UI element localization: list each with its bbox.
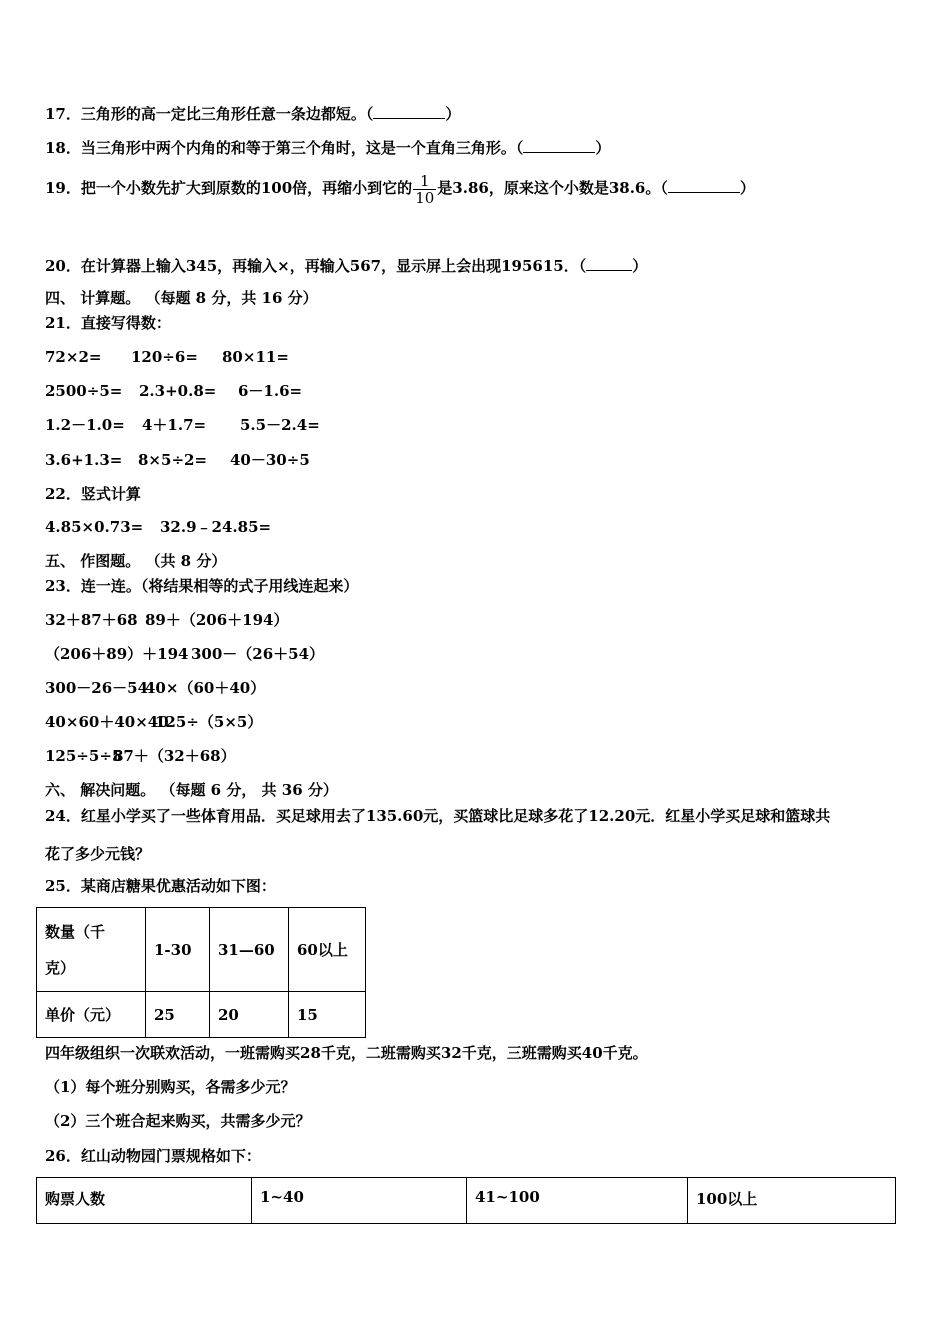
calc-item: 2500÷5= [45, 382, 123, 400]
question-20: 20．在计算器上输入345，再输入×，再输入567，显示屏上会出现195615．（ ） [45, 254, 647, 276]
calc-item: 4＋1.7= [142, 416, 207, 434]
question-17: 17．三角形的高一定比三角形任意一条边都短。（ ） [45, 102, 460, 124]
question-19: 19．把一个小数先扩大到原数的100倍，再缩小到它的 $\frac{1}{10}$ 是3.86，原来这个小数是38.6。（ ） [45, 171, 755, 207]
table-cell: 1~40 [252, 1178, 467, 1224]
table-cell: 1-30 [146, 908, 210, 992]
match-row [45, 644, 324, 664]
question-26-title: 26．红山动物园门票规格如下： [45, 1147, 261, 1165]
question-25-title: 25．某商店糖果优惠活动如下图： [45, 877, 276, 895]
section-4-heading: 四、 计算题。 （每题 8 分，共 16 分） [45, 289, 318, 307]
question-22-title: 22．竖式计算 [45, 485, 141, 503]
match-left: 300－26－54 [45, 679, 149, 697]
fraction-denominator: 10 [415, 188, 435, 207]
table-cell: 15 [289, 992, 366, 1038]
match-right: 87＋（32＋68） [113, 747, 236, 765]
question-25-sub-1: （1）每个班分别购买，各需多少元？ [45, 1078, 296, 1096]
question-18-text: 18．当三角形中两个内角的和等于第三个角时，这是一个直角三角形。（ [45, 139, 524, 157]
question-25-sub-2: （2）三个班合起来购买，共需多少元？ [45, 1112, 311, 1130]
table-row [37, 992, 366, 1038]
question-18: 18．当三角形中两个内角的和等于第三个角时，这是一个直角三角形。（ ） [45, 136, 610, 158]
answer-blank[interactable] [586, 254, 632, 271]
table-cell: 25 [146, 992, 210, 1038]
vertical-calc-row [45, 517, 271, 537]
question-25-description: 四年级组织一次联欢活动，一班需购买28千克，二班需购买32千克，三班需购买40千克。 [45, 1044, 648, 1062]
answer-blank[interactable] [373, 102, 445, 119]
section-6-heading: 六、 解决问题。 （每题 6 分， 共 36 分） [45, 781, 338, 799]
calc-item: 6－1.6= [238, 382, 303, 400]
section-5-heading: 五、 作图题。 （共 8 分） [45, 552, 227, 570]
match-right: 300－（26＋54） [191, 645, 325, 663]
question-24-line-2: 花了多少元钱？ [45, 845, 151, 863]
table-row [37, 1178, 896, 1224]
table-cell: 单价（元） [37, 992, 146, 1038]
table-cell: 100以上 [688, 1178, 896, 1224]
calc-item: 1.2－1.0= [45, 416, 125, 434]
match-left: 125÷5÷5 [45, 747, 123, 765]
answer-blank[interactable] [523, 136, 595, 153]
answer-blank[interactable] [668, 176, 740, 193]
calc-item: 40－30÷5 [230, 451, 310, 469]
question-24-line-1: 24．红星小学买了一些体育用品．买足球用去了135.60元，买篮球比足球多花了12.20元．红星小学买足球和篮球共 [45, 807, 831, 825]
question-19-text: 19．把一个小数先扩大到原数的100倍，再缩小到它的 [45, 179, 413, 197]
match-row [45, 712, 262, 732]
question-17-text: 17．三角形的高一定比三角形任意一条边都短。（ [45, 105, 374, 123]
calc-row [45, 381, 302, 401]
calc-item: 5.5－2.4= [240, 416, 320, 434]
calc-item: 2.3+0.8= [139, 382, 217, 400]
question-19-text-post: 是3.86，原来这个小数是38.6。（ [437, 179, 668, 197]
calc-row [45, 347, 289, 367]
table-cell: 31—60 [210, 908, 289, 992]
table-cell: 41~100 [467, 1178, 688, 1224]
match-row [45, 678, 265, 698]
match-right: 89＋（206＋194） [145, 611, 289, 629]
fraction [413, 173, 436, 206]
calc-item: 80×11= [222, 348, 289, 366]
table-cell: 60以上 [289, 908, 366, 992]
match-left: （206＋89）＋194 [45, 645, 189, 663]
question-23-title: 23．连一连。（将结果相等的式子用线连起来） [45, 577, 359, 595]
ticket-table [36, 1177, 896, 1224]
match-left: 32＋87＋68 [45, 611, 138, 629]
table-cell: 购票人数 [37, 1178, 252, 1224]
match-right: 125÷（5×5） [155, 713, 263, 731]
calc-item: 120÷6= [131, 348, 198, 366]
calc-item: 72×2= [45, 348, 102, 366]
calc-item: 3.6+1.3= [45, 451, 123, 469]
table-row [37, 908, 366, 992]
calc-row [45, 450, 310, 470]
match-row [45, 610, 289, 630]
table-cell: 20 [210, 992, 289, 1038]
match-row [45, 746, 236, 766]
calc-item: 8×5÷2= [138, 451, 208, 469]
fraction-numerator: 1 [413, 173, 436, 190]
question-20-text: 20．在计算器上输入345，再输入×，再输入567，显示屏上会出现195615．（ [45, 257, 587, 275]
calc-item: 32.9﹣24.85= [160, 518, 272, 536]
candy-price-table [36, 907, 366, 1038]
question-21-title: 21．直接写得数： [45, 314, 171, 332]
match-left: 40×60＋40×40 [45, 713, 169, 731]
table-cell: 数量（千 克） [37, 908, 146, 992]
calc-row [45, 415, 320, 435]
calc-item: 4.85×0.73= [45, 518, 144, 536]
match-right: 40×（60＋40） [145, 679, 266, 697]
